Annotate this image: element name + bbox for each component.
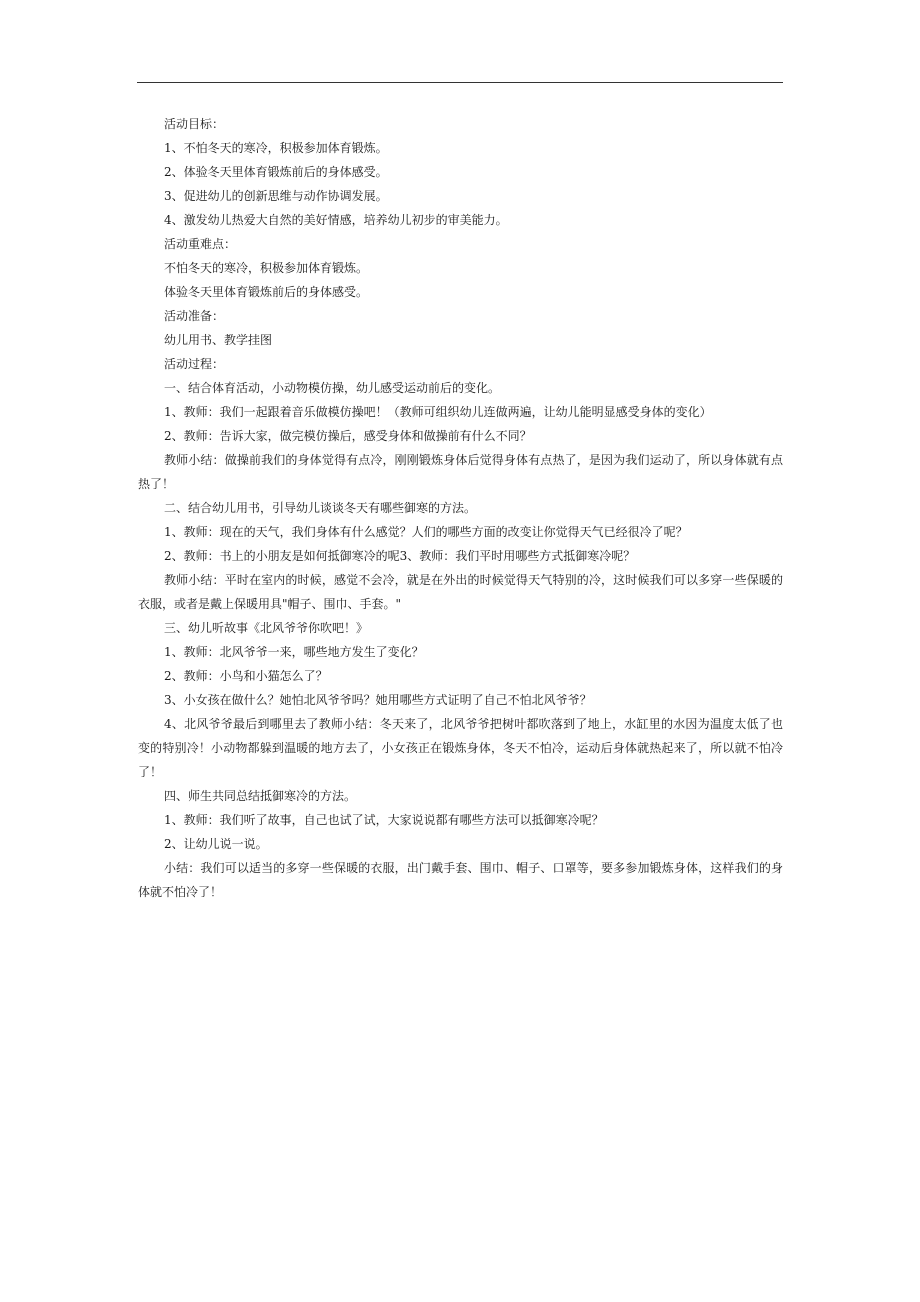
goal-item: 3、促进幼儿的创新思维与动作协调发展。	[164, 189, 388, 203]
process-item: 4、北风爷爷最后到哪里去了教师小结：冬天来了，北风爷爷把树叶都吹落到了地上，水缸里的水因为温度太低了也变的特别冷！小动物都躲到温暖的地方去了，小女孩正在锻炼身体，冬天不怕冷，运动后身体就热起来了，所以就不怕冷了！	[138, 717, 783, 779]
process-item: 1、教师：现在的天气，我们身体有什么感觉？人们的哪些方面的改变让你觉得天气已经很冷了呢？	[164, 525, 688, 539]
process-item: 2、教师：告诉大家，做完模仿操后，感受身体和做操前有什么不同？	[164, 429, 532, 443]
goal-item: 2、体验冬天里体育锻炼前后的身体感受。	[164, 165, 388, 179]
process-item: 2、让幼儿说一说。	[164, 837, 268, 851]
process-step-heading: 一、结合体育活动，小动物模仿操，幼儿感受运动前后的变化。	[164, 381, 501, 395]
process-step-heading: 二、结合幼儿用书，引导幼儿谈谈冬天有哪些御寒的方法。	[164, 501, 477, 515]
key-point-item: 不怕冬天的寒冷，积极参加体育锻炼。	[164, 261, 369, 275]
process-step-heading: 三、幼儿听故事《北风爷爷你吹吧！》	[164, 621, 369, 635]
section-heading-process: 活动过程：	[164, 357, 225, 371]
preparation-item: 幼儿用书、教学挂图	[164, 333, 273, 347]
section-heading-preparation: 活动准备：	[164, 309, 225, 323]
goal-item: 1、不怕冬天的寒冷，积极参加体育锻炼。	[164, 141, 388, 155]
goal-item: 4、激发幼儿热爱大自然的美好情感，培养幼儿初步的审美能力。	[164, 213, 508, 227]
process-item: 1、教师：北风爷爷一来，哪些地方发生了变化？	[164, 645, 424, 659]
process-item: 3、小女孩在做什么？她怕北风爷爷吗？她用哪些方式证明了自己不怕北风爷爷？	[164, 693, 592, 707]
process-item: 1、教师：我们听了故事，自己也试了试，大家说说都有哪些方法可以抵御寒冷呢？	[164, 813, 604, 827]
teacher-summary: 教师小结：做操前我们的身体觉得有点冷，刚刚锻炼身体后觉得身体有点热了，是因为我们运动了，所以身体就有点热了！	[138, 453, 783, 491]
teacher-summary: 教师小结：平时在室内的时候，感觉不会冷，就是在外出的时候觉得天气特别的冷，这时候我们可以多穿一些保暖的衣服，或者是戴上保暖用具"帽子、围巾、手套。"	[138, 573, 783, 611]
final-summary: 小结：我们可以适当的多穿一些保暖的衣服，出门戴手套、围巾、帽子、口罩等，要多参加锻炼身体，这样我们的身体就不怕冷了！	[138, 861, 783, 899]
process-item: 2、教师：书上的小朋友是如何抵御寒冷的呢3、教师：我们平时用哪些方式抵御寒冷呢？	[164, 549, 636, 563]
document-body	[138, 112, 783, 904]
section-heading-goals: 活动目标：	[164, 117, 225, 131]
process-item: 2、教师：小鸟和小猫怎么了？	[164, 669, 328, 683]
process-item: 1、教师：我们一起跟着音乐做模仿操吧！（教师可组织幼儿连做两遍，让幼儿能明显感受身体的变化）	[164, 405, 712, 419]
key-point-item: 体验冬天里体育锻炼前后的身体感受。	[164, 285, 369, 299]
process-step-heading: 四、师生共同总结抵御寒冷的方法。	[164, 789, 357, 803]
section-heading-key-points: 活动重难点：	[164, 237, 237, 251]
header-rule	[137, 82, 783, 83]
